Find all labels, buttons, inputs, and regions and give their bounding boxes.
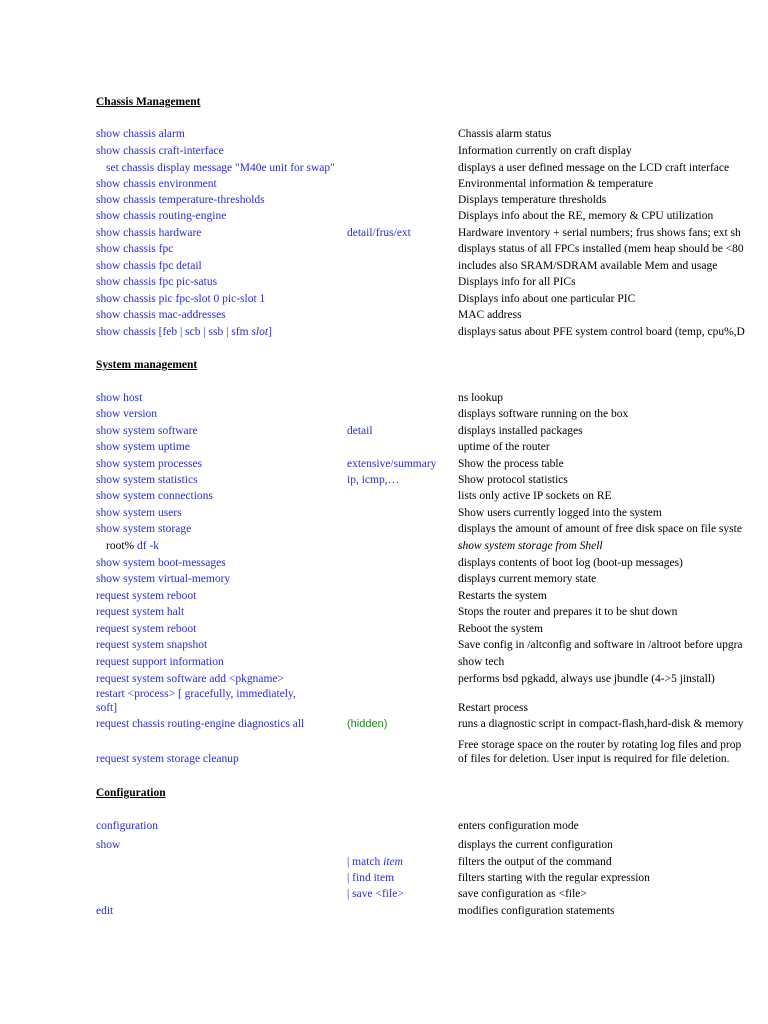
- command-row: [0, 854, 768, 871]
- command-row: [0, 886, 768, 903]
- command-description: Displays info for all PICs: [458, 276, 576, 288]
- command-row: [0, 837, 768, 854]
- command-row: [0, 291, 768, 308]
- command-text: restart <process> [ gracefully, immediately,: [96, 688, 296, 700]
- command-text: show chassis craft-interface: [96, 145, 224, 157]
- command-text: show chassis fpc pic-satus: [96, 276, 218, 288]
- command-row: [0, 621, 768, 638]
- command-description: displays software running on the box: [458, 408, 629, 420]
- command-text: show chassis temperature-thresholds: [96, 194, 265, 206]
- command-description: Reboot the system: [458, 623, 543, 635]
- command-text: request chassis routing-engine diagnostics all: [96, 718, 305, 730]
- command-description: Free storage space on the router by rotating log files and prop: [458, 739, 742, 751]
- command-text: show chassis routing-engine: [96, 210, 227, 222]
- command-description: save configuration as <file>: [458, 888, 587, 900]
- command-text: request system halt: [96, 606, 185, 618]
- command-row: [0, 538, 768, 555]
- command-description: performs bsd pgkadd, always use jbundle (4->5 jinstall): [458, 673, 715, 685]
- command-row: [0, 751, 768, 768]
- command-row: [0, 700, 768, 717]
- command-description: displays satus about PFE system control board (temp, cpu%,D: [458, 326, 745, 338]
- command-row: [0, 208, 768, 225]
- section-heading-text: Chassis Management: [96, 96, 201, 108]
- command-row: [0, 406, 768, 423]
- command-row: [0, 870, 768, 887]
- command-text: request system reboot: [96, 590, 197, 602]
- command-row: [0, 241, 768, 258]
- command-description: Restarts the system: [458, 590, 547, 602]
- command-text: show system processes: [96, 458, 203, 470]
- command-description: displays contents of boot log (boot-up messages): [458, 557, 683, 569]
- command-row: [0, 571, 768, 588]
- command-row: [0, 324, 768, 341]
- command-description: enters configuration mode: [458, 820, 579, 832]
- section-heading-text: Configuration: [96, 787, 166, 799]
- command-row: [0, 456, 768, 473]
- command-description: Hardware inventory + serial numbers; frus shows fans; ext sh: [458, 227, 741, 239]
- command-option: | find item: [347, 872, 395, 884]
- section-heading-text: System management: [96, 359, 198, 371]
- command-row: [0, 126, 768, 143]
- command-description: displays the current configuration: [458, 839, 613, 851]
- command-text: show chassis [feb | scb | ssb | sfm slot]: [96, 326, 272, 338]
- command-text: show chassis mac-addresses: [96, 309, 226, 321]
- command-row: [0, 258, 768, 275]
- command-text: request system software add <pkgname>: [96, 673, 284, 685]
- command-description: MAC address: [458, 309, 522, 321]
- command-description: displays current memory state: [458, 573, 597, 585]
- command-option: ip, icmp,…: [347, 474, 400, 486]
- command-row: [0, 390, 768, 407]
- command-option: | match item: [347, 856, 403, 868]
- command-row: [0, 637, 768, 654]
- command-description: includes also SRAM/SDRAM available Mem and usage: [458, 260, 718, 272]
- command-row: [0, 307, 768, 324]
- command-text: [106, 538, 159, 555]
- command-row: [0, 176, 768, 193]
- command-row: [0, 521, 768, 538]
- command-text: show system virtual-memory: [96, 573, 231, 585]
- command-text: show chassis hardware: [96, 227, 202, 239]
- command-description: displays a user defined message on the LCD craft interface: [458, 162, 730, 174]
- command-text: show chassis environment: [96, 178, 217, 190]
- command-text: request system storage cleanup: [96, 753, 239, 765]
- command-row: [0, 192, 768, 209]
- command-description: Show users currently logged into the system: [458, 507, 662, 519]
- command-description: Stops the router and prepares it to be shut down: [458, 606, 678, 618]
- command-text: show: [96, 839, 121, 851]
- command-description: displays status of all FPCs installed (mem heap should be <80: [458, 243, 744, 255]
- command-option: extensive/summary: [347, 458, 437, 470]
- command-text: show system software: [96, 425, 198, 437]
- command-description: ns lookup: [458, 392, 504, 404]
- command-row: [0, 654, 768, 671]
- command-text: show version: [96, 408, 158, 420]
- section-heading: [0, 785, 768, 802]
- command-description: show tech: [458, 656, 505, 668]
- command-description: displays installed packages: [458, 425, 583, 437]
- command-description: Information currently on craft display: [458, 145, 632, 157]
- command-description: uptime of the router: [458, 441, 550, 453]
- command-row: [0, 472, 768, 489]
- command-row: [0, 439, 768, 456]
- command-text: configuration: [96, 820, 158, 832]
- command-description: Chassis alarm status: [458, 128, 552, 140]
- command-row: [0, 555, 768, 572]
- shell-prompt: root%: [106, 540, 137, 552]
- command-description: runs a diagnostic script in compact-flash,hard-disk & memory: [458, 718, 744, 730]
- command-text: show chassis pic fpc-slot 0 pic-slot 1: [96, 293, 266, 305]
- command-text: soft]: [96, 702, 118, 714]
- command-text: show system uptime: [96, 441, 190, 453]
- section-heading: [0, 357, 768, 374]
- command-text: set chassis display message "M40e unit for swap": [106, 162, 335, 174]
- command-option: detail: [347, 425, 373, 437]
- command-row: [0, 225, 768, 242]
- command-text: request system snapshot: [96, 639, 208, 651]
- command-description: Displays temperature thresholds: [458, 194, 607, 206]
- command-row: [0, 604, 768, 621]
- command-text: show chassis fpc: [96, 243, 174, 255]
- command-row: [0, 903, 768, 920]
- command-description: Displays info about the RE, memory & CPU utilization: [458, 210, 714, 222]
- command-description: filters starting with the regular expression: [458, 872, 650, 884]
- command-description: filters the output of the command: [458, 856, 612, 868]
- command-text: show system users: [96, 507, 182, 519]
- command-text: show system connections: [96, 490, 213, 502]
- command-row: [0, 143, 768, 160]
- command-description: Environmental information & temperature: [458, 178, 654, 190]
- command-row: [0, 588, 768, 605]
- command-row: [0, 505, 768, 522]
- command-text: show system statistics: [96, 474, 198, 486]
- command-description: of files for deletion. User input is required for file deletion.: [458, 753, 730, 765]
- command-option: (hidden): [347, 718, 388, 730]
- command-option: | save <file>: [347, 888, 404, 900]
- command-row: [0, 818, 768, 835]
- command-option: detail/frus/ext: [347, 227, 411, 239]
- command-text: show chassis fpc detail: [96, 260, 202, 272]
- command-text: show system boot-messages: [96, 557, 226, 569]
- command-text: show chassis alarm: [96, 128, 185, 140]
- command-description: modifies configuration statements: [458, 905, 615, 917]
- command-row: [0, 274, 768, 291]
- command-row: [0, 488, 768, 505]
- command-text: request support information: [96, 656, 224, 668]
- command-description: Restart process: [458, 702, 528, 714]
- command-text: show host: [96, 392, 143, 404]
- command-text: request system reboot: [96, 623, 197, 635]
- command-description: lists only active IP sockets on RE: [458, 490, 612, 502]
- command-description: show system storage from Shell: [458, 540, 603, 552]
- command-description: Save config in /altconfig and software in /altroot before upgra: [458, 639, 743, 651]
- command-description: Show protocol statistics: [458, 474, 568, 486]
- command-description: displays the amount of amount of free disk space on file syste: [458, 523, 742, 535]
- command-row: [0, 423, 768, 440]
- command-row: [0, 160, 768, 177]
- shell-command: df -k: [136, 540, 160, 552]
- command-description: Show the process table: [458, 458, 564, 470]
- command-row: [0, 716, 768, 733]
- command-text: edit: [96, 905, 114, 917]
- command-text: show system storage: [96, 523, 192, 535]
- command-description: Displays info about one particular PIC: [458, 293, 636, 305]
- section-heading: [0, 94, 768, 111]
